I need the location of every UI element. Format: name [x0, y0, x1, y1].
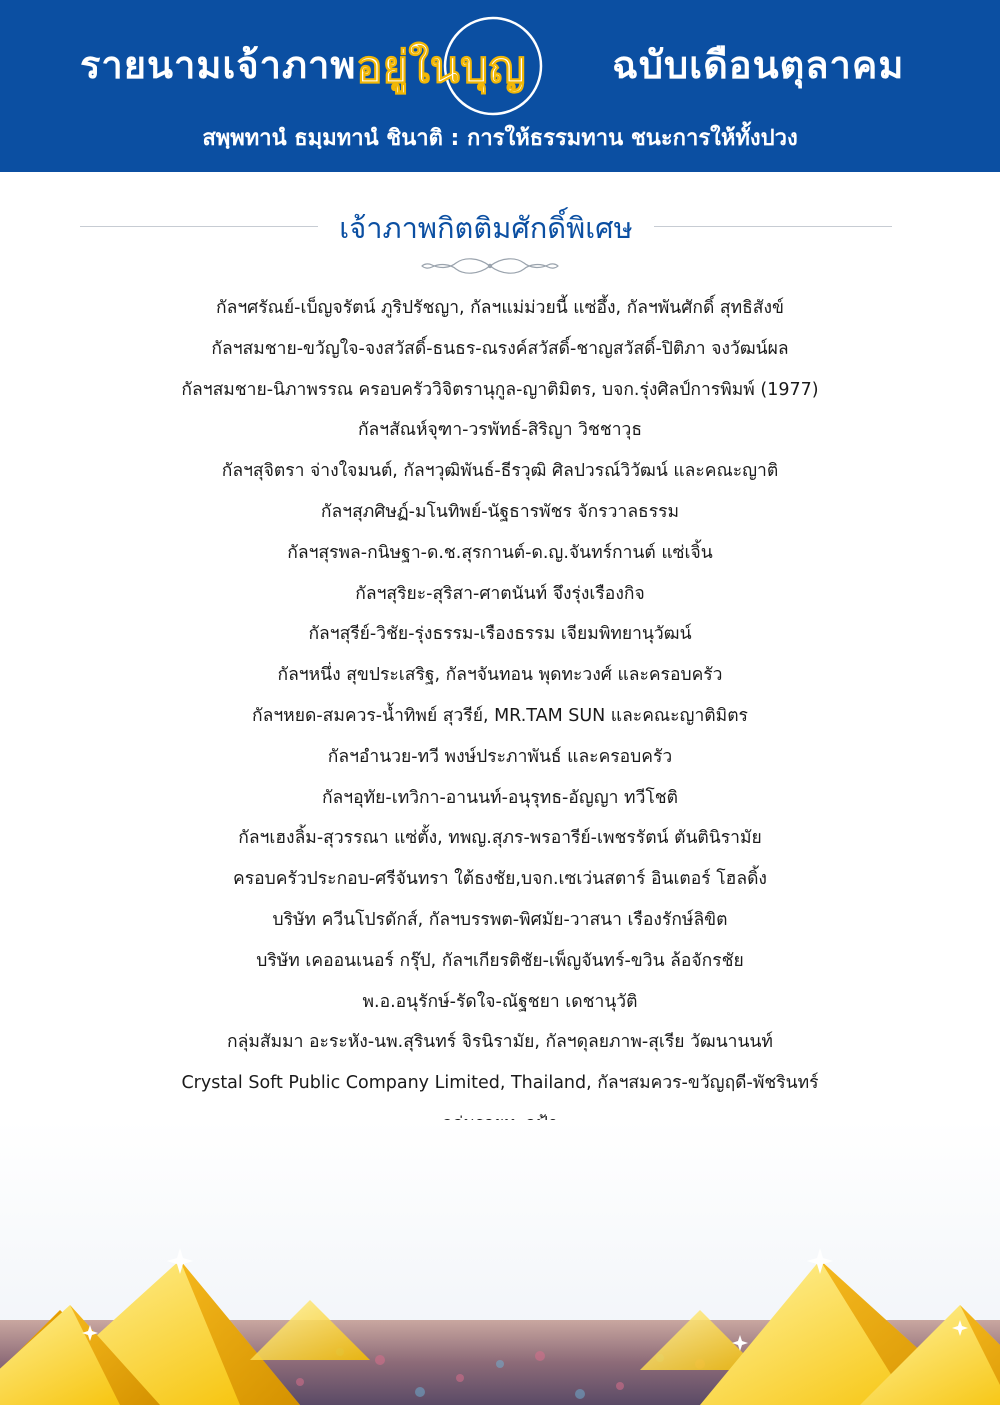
header-subtitle: สพฺพทานํ ธมฺมทานํ ชินาติ : การให้ธรรมทาน ชนะการให้ทั้งปวง	[202, 126, 798, 151]
sponsor-name: กัลฯศรัณย์-เบ็ญจรัตน์ ภูริปรัชญา, กัลฯแม่ม่วยนี้ แซ่อึ้ง, กัลฯพันศักดิ์ สุทธิสังข์	[216, 298, 784, 318]
sponsor-name: กัลฯอำนวย-ทวี พงษ์ประภาพันธ์ และครอบครัว	[327, 746, 673, 767]
sponsor-name: กัลฯหยด-สมควร-น้ำทิพย์ สุวรีย์, MR.TAM SUN และคณะญาติมิตร	[252, 705, 748, 726]
sponsor-name: กลุ่มสัมมา อะระหัง-นพ.สุรินทร์ จิรนิรามัย, กัลฯดุลยภาพ-สุเรีย วัฒนานนท์	[227, 1032, 773, 1053]
header-title: รายนามเจ้าภาพ	[80, 43, 357, 87]
magazine-logo	[350, 10, 560, 122]
divider-line-right	[654, 226, 892, 227]
sponsor-name: ครอบครัวประกอบ-ศรีจันทรา ใต้ธงชัย,บจก.เซเว่นสตาร์ อินเตอร์ โฮลดิ้ง	[233, 869, 767, 890]
sponsor-name: Crystal Soft Public Company Limited, Thailand, กัลฯสมควร-ขวัญฤดี-พัชรินทร์	[181, 1073, 819, 1094]
sponsor-name: กัลฯสัณห์จุฑา-วรพัทธ์-สิริญา วิชชาวุธ	[357, 420, 643, 441]
sponsor-name: กัลฯหนึ่ง สุขประเสริฐ, กัลฯจันทอน พุดทะวงศ์ และครอบครัว	[277, 665, 723, 686]
sponsor-name: กัลฯสุรีย์-วิชัย-รุ่งธรรม-เรืองธรรม เจียมพิทยานุวัฒน์	[308, 624, 692, 645]
sponsor-name: กัลฯสุภศิษฏ์-มโนทิพย์-นัฐธารพัชร จักรวาลธรรม	[320, 501, 680, 522]
section-title: เจ้าภาพกิตติมศักดิ์พิเศษ	[339, 211, 633, 245]
sponsor-name: บริษัท ควีนโปรดักส์, กัลฯบรรพต-พิศมัย-วาสนา เรืองรักษ์ลิขิต	[272, 909, 728, 930]
sponsor-name: กัลฯสุริยะ-สุริสา-ศาตนันท์ จึงรุ่งเรืองกิจ	[355, 583, 645, 604]
logo-text-1: อยู่ใน	[356, 42, 460, 93]
sponsor-name: พ.อ.อนุรักษ์-รัดใจ-ณัฐชยา เดชานุวัติ	[362, 991, 638, 1012]
sponsor-name: บริษัท เคออนเนอร์ กรุ๊ป, กัลฯเกียรติชัย-เพ็ญจันทร์-ขวิน ล้อจักรชัย	[256, 950, 744, 971]
sponsor-name: กัลฯสมชาย-ขวัญใจ-จงสวัสดิ์-ธนธร-ณรงค์สวัสดิ์-ชาญสวัสดิ์-ปิติภา จงวัฒน์ผล	[211, 338, 789, 359]
header-banner	[0, 0, 1000, 172]
logo-text-2: บุญ	[460, 42, 526, 93]
flourish-ornament-icon	[420, 255, 560, 277]
sponsor-name: กัลฯเฮงลิ้ม-สุวรรณา แซ่ตั้ง, ทพญ.สุภร-พรอารีย์-เพชรรัตน์ ตันตินิรามัย	[238, 828, 762, 849]
sponsor-name: กัลฯสุจิตรา จ่างใจมนต์, กัลฯวุฒิพันธ์-ธีรวุฒิ ศิลปวรณ์วิวัฒน์ และคณะญาติ	[221, 461, 779, 482]
sponsor-name: กัลฯอุทัย-เทวิกา-อานนท์-อนุรุทธ-อัญญา ทวีโชติ	[321, 787, 679, 808]
header-issue-title: ฉบับเดือนตุลาคม	[612, 43, 905, 87]
sponsor-name-list	[100, 288, 900, 1145]
section-heading	[80, 205, 892, 249]
golden-pagoda-scene	[0, 1120, 1000, 1405]
sponsor-name: กัลฯสุรพล-กนิษฐา-ด.ช.สุรกานต์-ด.ญ.จันทร์กานต์ แซ่เจิ้น	[287, 542, 713, 563]
sponsor-name: กัลฯสมชาย-นิภาพรรณ ครอบครัววิจิตรานุกูล-ญาติมิตร, บจก.รุ่งศิลป์การพิมพ์ (1977)	[181, 379, 819, 400]
